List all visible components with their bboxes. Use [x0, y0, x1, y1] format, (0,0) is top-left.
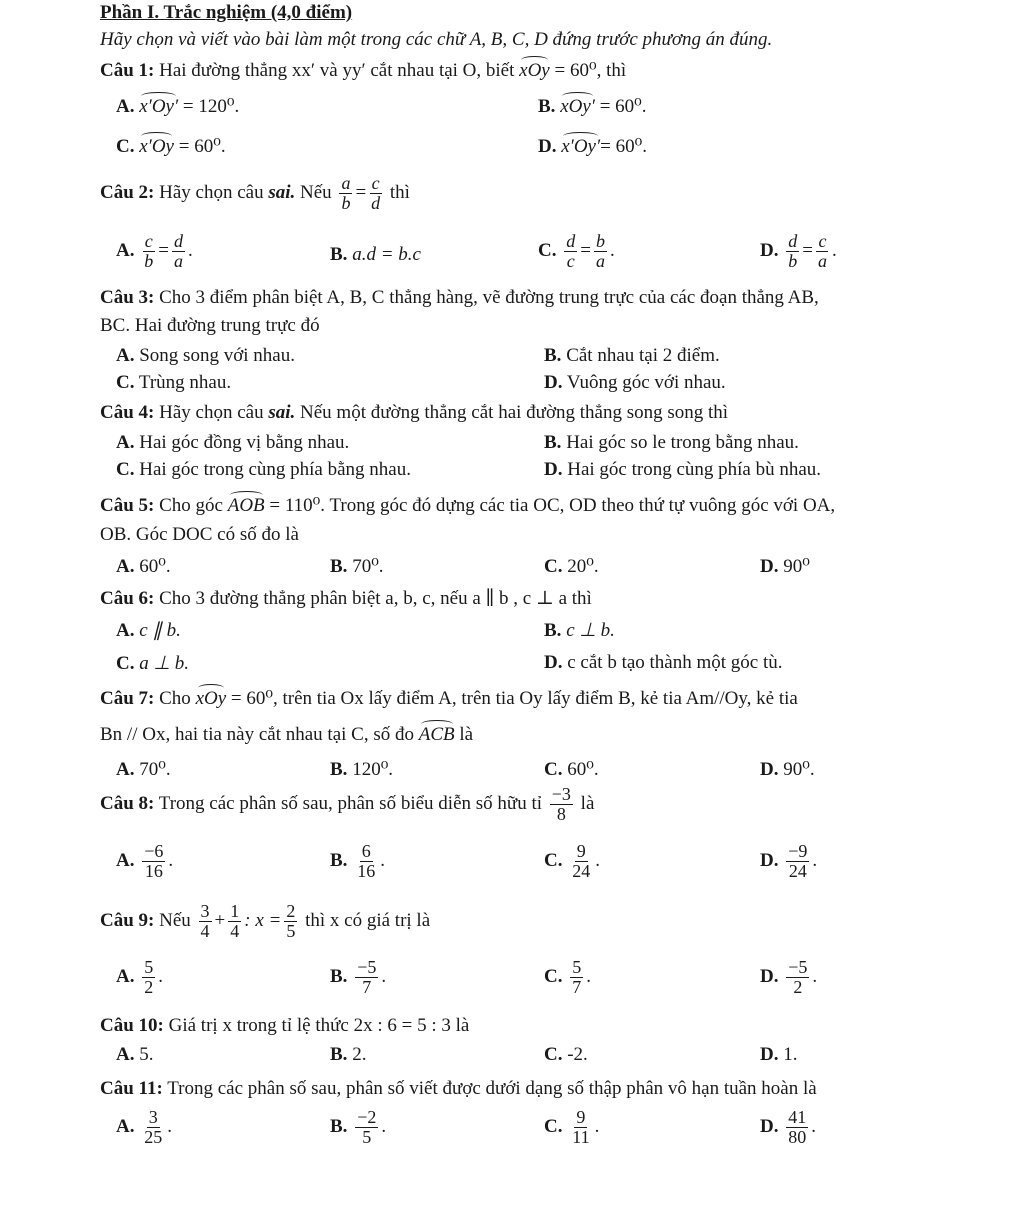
question-5-cont: OB. Góc DOC có số đo là [100, 524, 299, 545]
q6-option-d: D. c cắt b tạo thành một góc tù. [544, 652, 783, 673]
q11-option-d: D. $\frac{41}{80}$ . [760, 1107, 816, 1147]
question-3-cont: BC. Hai đường trung trực đó [100, 315, 320, 336]
q11-option-b: B. $\frac{-2}{5}$ . [330, 1107, 387, 1147]
angle-symbol: xOy [519, 60, 550, 81]
q3-option-a: A. Song song với nhau. [116, 345, 295, 366]
instruction-text: Hãy chọn và viết vào bài làm một trong các chữ A, B, C, D đứng trước phương án đúng. [100, 29, 773, 50]
q9-option-a: A. $\frac{5}{2}$ . [116, 957, 163, 997]
q5-option-c: C. 20⁰. [544, 556, 599, 577]
q2-option-b: B. a.d = b.c [330, 244, 421, 265]
q9-option-d: D. $\frac{-5}{2}$ . [760, 957, 818, 997]
question-2: Câu 2: Hãy chọn câu sai. Nếu $\frac{a}{b}$ = $\frac{c}{d}$ thì [100, 173, 410, 213]
q8-option-a: A. $\frac{-6}{16}$ . [116, 841, 174, 881]
question-5: Câu 5: Cho góc AOB = 110⁰. Trong góc đó dựng các tia OC, OD theo thứ tự vuông góc với OA, [100, 495, 836, 516]
question-6: Câu 6: Cho 3 đường thẳng phân biệt a, b, c, nếu a ∥ b , c ⊥ a thì [100, 588, 592, 609]
q10-option-a: A. 5. [116, 1044, 154, 1065]
q6-option-a: A. c ∥ b. [116, 620, 181, 641]
q7-option-a: A. 70⁰. [116, 759, 171, 780]
q8-option-d: D. $\frac{-9}{24}$ . [760, 841, 818, 881]
question-3: Câu 3: Cho 3 điểm phân biệt A, B, C thẳng hàng, vẽ đường trung trực của các đoạn thẳng AB, [100, 287, 819, 308]
q3-option-b: B. Cắt nhau tại 2 điểm. [544, 345, 720, 366]
question-11: Câu 11: Trong các phân số sau, phân số viết được dưới dạng số thập phân vô hạn tuần hoàn là [100, 1078, 817, 1099]
q1-option-c: C. x′Oy = 60⁰. [116, 136, 226, 157]
question-7-cont: Bn // Ox, hai tia này cắt nhau tại C, số đo ACB là [100, 724, 474, 745]
q5-option-b: B. 70⁰. [330, 556, 384, 577]
q3-option-c: C. Trùng nhau. [116, 372, 232, 393]
question-7: Câu 7: Cho xOy = 60⁰, trên tia Ox lấy điểm A, trên tia Oy lấy điểm B, kẻ tia Am//Oy, kẻ tia [100, 688, 798, 709]
q11-option-a: A. $\frac{3}{25}$ . [116, 1107, 172, 1147]
q1-option-b: B. xOy′ = 60⁰. [538, 96, 647, 117]
q9-option-b: B. $\frac{-5}{7}$ . [330, 957, 387, 997]
q2-option-d: D. $\frac{d}{b}$ = $\frac{c}{a}$ . [760, 231, 837, 271]
q1-option-d: D. x′Oy′= 60⁰. [538, 136, 647, 157]
q4-option-d: D. Hai góc trong cùng phía bù nhau. [544, 459, 822, 480]
q4-option-a: A. Hai góc đồng vị bằng nhau. [116, 432, 350, 453]
q2-option-a: A. $\frac{c}{b}$ = $\frac{d}{a}$ . [116, 231, 193, 271]
q5-option-d: D. 90⁰ [760, 556, 810, 577]
section-title: Phần I. Trắc nghiệm (4,0 điểm) [100, 2, 353, 23]
q1-option-a: A. x′Oy′ = 120⁰. [116, 96, 240, 117]
q8-option-b: B. $\frac{6}{16}$ . [330, 841, 385, 881]
q10-option-b: B. 2. [330, 1044, 367, 1065]
question-9: Câu 9: Nếu $\frac{3}{4}$ + $\frac{1}{4}$ : x = $\frac{2}{5}$ thì x có giá trị là [100, 901, 431, 941]
q6-option-c: C. a ⊥ b. [116, 653, 190, 674]
q4-option-c: C. Hai góc trong cùng phía bằng nhau. [116, 459, 411, 480]
question-4: Câu 4: Hãy chọn câu sai. Nếu một đường thẳng cắt hai đường thẳng song song thì [100, 402, 729, 423]
q4-option-b: B. Hai góc so le trong bằng nhau. [544, 432, 799, 453]
q3-option-d: D. Vuông góc với nhau. [544, 372, 726, 393]
q8-option-c: C. $\frac{9}{24}$ . [544, 841, 600, 881]
q7-option-d: D. 90⁰. [760, 759, 815, 780]
q10-option-d: D. 1. [760, 1044, 798, 1065]
q6-option-b: B. c ⊥ b. [544, 620, 615, 641]
question-1: Câu 1: Hai đường thẳng xx′ và yy′ cắt nhau tại O, biết xOy = 60⁰, thì [100, 60, 627, 81]
q11-option-c: C. $\frac{9}{11}$ . [544, 1107, 600, 1147]
question-label: Câu 1: [100, 60, 155, 81]
question-8: Câu 8: Trong các phân số sau, phân số biểu diễn số hữu tỉ $\frac{-3}{8}$ là [100, 784, 595, 824]
q10-option-c: C. -2. [544, 1044, 588, 1065]
question-10: Câu 10: Giá trị x trong tỉ lệ thức 2x : 6 = 5 : 3 là [100, 1015, 470, 1036]
q5-option-a: A. 60⁰. [116, 556, 171, 577]
q7-option-c: C. 60⁰. [544, 759, 599, 780]
q2-option-c: C. $\frac{d}{c}$ = $\frac{b}{a}$ . [538, 231, 615, 271]
q9-option-c: C. $\frac{5}{7}$ . [544, 957, 591, 997]
q7-option-b: B. 120⁰. [330, 759, 394, 780]
